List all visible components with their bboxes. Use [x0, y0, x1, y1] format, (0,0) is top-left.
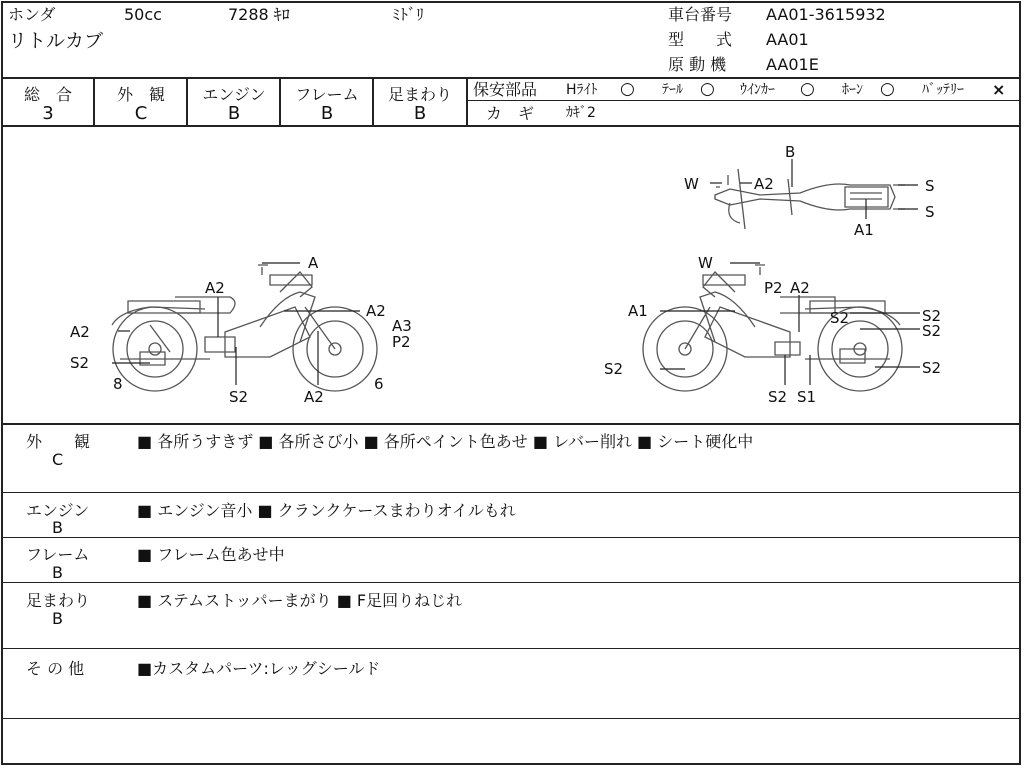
- safety-item-tail: ﾃｰﾙ: [662, 82, 683, 98]
- diagram-label-top-1: B: [785, 143, 796, 161]
- diagram-label-top-4: S: [925, 177, 935, 195]
- safety-status-headlight: ○: [620, 79, 635, 99]
- type-value: AA01: [766, 30, 809, 49]
- frame-no-label: 車台番号: [668, 5, 733, 24]
- diagram-label-right-1: W: [698, 254, 713, 272]
- diagram-label-left-7: S2: [70, 354, 90, 372]
- diagram-label-left-10: A2: [304, 388, 324, 406]
- engine-value: AA01E: [766, 55, 819, 74]
- diagram-label-right-3: A2: [790, 279, 810, 297]
- safety-status-winker: ○: [800, 79, 815, 99]
- grade-engine-label: エンジン: [202, 85, 266, 104]
- diagram-label-right-11: S2: [830, 309, 850, 327]
- mileage: 7288 ｷﾛ: [228, 5, 290, 24]
- grade-engine-value: B: [227, 103, 241, 124]
- safety-status-tail: ○: [700, 79, 715, 99]
- detail-engine-category: エンジン: [26, 501, 90, 520]
- key-label: カ ギ: [486, 104, 535, 123]
- detail-frame-text: ■ フレーム色あせ中: [137, 545, 285, 564]
- grade-exterior-label: 外 観: [116, 85, 165, 104]
- safety-status-battery: ×: [992, 80, 1006, 99]
- detail-other-category: そ の 他: [26, 659, 85, 678]
- displacement: 50cc: [124, 5, 162, 24]
- diagram-label-top-6: A1: [854, 221, 874, 239]
- diagram-label-top-3: A2: [754, 175, 774, 193]
- maker: ホンダ: [8, 5, 56, 24]
- diagram-label-left-11: 6: [374, 375, 384, 393]
- diagram-label-right-8: S2: [922, 359, 942, 377]
- diagram-label-right-6: S2: [922, 322, 942, 340]
- detail-suspension-text: ■ ステムストッパーまがり ■ F足回りねじれ: [137, 591, 463, 610]
- diagram-label-right-7: S2: [604, 360, 624, 378]
- grade-overall-label: 総 合: [23, 85, 72, 104]
- detail-exterior-grade: C: [52, 450, 64, 469]
- grade-exterior-value: C: [134, 103, 148, 124]
- diagram-label-right-9: S2: [768, 388, 788, 406]
- detail-exterior-text: ■ 各所うすきず ■ 各所さび小 ■ 各所ペイント色あせ ■ レバー削れ ■ シート硬化中: [137, 432, 754, 451]
- detail-frame-category: フレーム: [26, 545, 90, 564]
- diagram-label-top-2: W: [684, 175, 699, 193]
- diagram-label-left-1: A: [308, 254, 319, 272]
- engine-label: 原 動 機: [668, 55, 727, 74]
- diagram-label-top-5: S: [925, 203, 935, 221]
- safety-item-headlight: Hﾗｲﾄ: [566, 82, 598, 98]
- safety-item-battery: ﾊﾞｯﾃﾘｰ: [922, 82, 964, 98]
- safety-item-winker: ｳｲﾝｶｰ: [740, 82, 775, 98]
- grade-frame-value: B: [320, 103, 334, 124]
- safety-status-horn: ○: [880, 79, 895, 99]
- grade-frame-label: フレーム: [295, 85, 359, 104]
- diagram-label-left-9: S2: [229, 388, 249, 406]
- diagram-label-right-2: P2: [764, 279, 783, 297]
- detail-frame-grade: B: [52, 563, 63, 582]
- detail-other-text: ■カスタムパーツ:レッグシールド: [137, 659, 381, 678]
- grade-top-line: [2, 77, 1020, 79]
- grade-overall-value: 3: [42, 103, 54, 124]
- color: ﾐﾄﾞﾘ: [392, 5, 425, 24]
- diagram-label-left-3: A2: [366, 302, 386, 320]
- grade-suspension-label: 足まわり: [387, 85, 452, 104]
- model-name: リトルカブ: [8, 30, 104, 52]
- motorcycle-top-view: [715, 169, 905, 229]
- detail-suspension-category: 足まわり: [26, 591, 91, 610]
- motorcycle-left-side-view: [112, 265, 377, 391]
- frame-no: AA01-3615932: [766, 5, 886, 24]
- diagram-label-left-6: A2: [70, 323, 90, 341]
- details-top-line: [2, 423, 1020, 425]
- diagram-label-right-10: S1: [797, 388, 817, 406]
- diagram-label-left-4: A3: [392, 317, 412, 335]
- damage-diagram: [0, 127, 1020, 423]
- safety-divider: [468, 100, 1020, 101]
- detail-exterior-category: 外 観: [26, 432, 91, 451]
- detail-engine-grade: B: [52, 518, 63, 537]
- detail-engine-text: ■ エンジン音小 ■ クランクケースまわりオイルもれ: [137, 501, 516, 520]
- detail-suspension-grade: B: [52, 609, 63, 628]
- diagram-label-left-8: 8: [113, 375, 123, 393]
- key-value: ｶｷﾞ2: [566, 105, 596, 121]
- safety-item-horn: ﾎｰﾝ: [842, 82, 863, 98]
- diagram-label-right-5: S2: [922, 307, 942, 325]
- diagram-label-left-5: P2: [392, 333, 411, 351]
- diagram-label-left-2: A2: [205, 279, 225, 297]
- type-label: 型 式: [668, 30, 733, 49]
- safety-label: 保安部品: [473, 80, 538, 99]
- grade-suspension-value: B: [413, 103, 427, 124]
- diagram-label-right-4: A1: [628, 302, 648, 320]
